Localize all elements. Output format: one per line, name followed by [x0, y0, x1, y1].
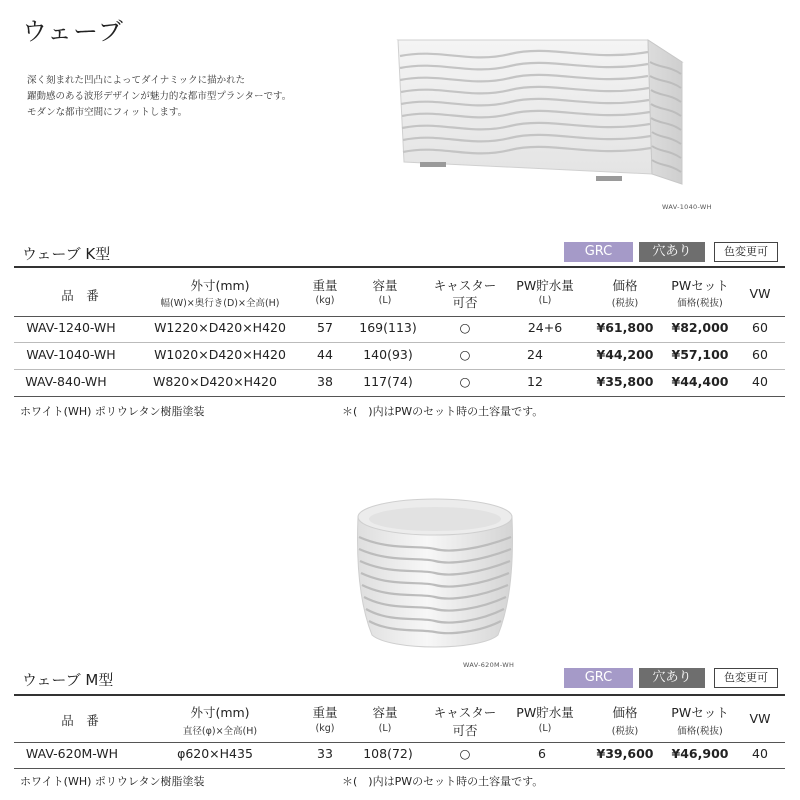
cell-price: ¥35,800	[596, 374, 654, 389]
section-title-m: ウェーブ M型	[22, 671, 114, 689]
cell-price: ¥44,200	[596, 347, 654, 362]
header-item: 品 番	[61, 288, 99, 303]
header-size-sub: 直径(φ)×全高(H)	[182, 726, 258, 737]
cell-pw: 24+6	[527, 320, 563, 335]
header-pw-sub: (L)	[538, 723, 552, 734]
header-size: 外寸(mm)	[190, 278, 250, 293]
material-badge: GRC	[564, 668, 633, 688]
header-pw: PW貯水量	[516, 705, 574, 720]
cell-item: WAV-840-WH	[25, 374, 107, 389]
material-badge: GRC	[564, 242, 633, 262]
header-pwset: PWセット	[671, 278, 729, 293]
cell-pw: 6	[538, 746, 546, 761]
cell-pwset: ¥44,400	[671, 374, 729, 389]
header-capacity-sub: (L)	[378, 723, 392, 734]
product-description	[27, 73, 291, 121]
cell-size: W1220×D420×H420	[154, 320, 286, 335]
finish-note: ホワイト(WH) ポリウレタン樹脂塗装	[20, 775, 205, 788]
table-top-rule	[14, 266, 785, 268]
cell-capacity: 117(74)	[363, 374, 413, 389]
cell-pw: 24	[527, 347, 543, 362]
header-weight: 重量	[312, 705, 338, 720]
hole-badge: 穴あり	[639, 242, 705, 262]
cell-item: WAV-1240-WH	[26, 320, 116, 335]
cell-vw: 60	[752, 320, 768, 335]
planter-k-photo	[390, 22, 690, 192]
header-price-sub: (税抜)	[611, 298, 639, 309]
header-price: 価格	[612, 278, 638, 293]
cell-size: φ620×H435	[177, 746, 253, 761]
cell-vw: 40	[752, 374, 768, 389]
cell-item: WAV-620M-WH	[25, 746, 119, 761]
cell-weight: 57	[317, 320, 333, 335]
row-divider	[14, 369, 785, 370]
header-weight-sub: (kg)	[315, 295, 335, 306]
cell-weight: 38	[317, 374, 333, 389]
description-line: 躍動感のある波形デザインが魅力的な都市型プランターです。	[27, 91, 292, 102]
row-divider	[14, 342, 785, 343]
photo-k-caption: WAV-1040-WH	[662, 203, 712, 211]
cell-caster: ○	[459, 320, 471, 335]
cell-pwset: ¥82,000	[671, 320, 729, 335]
cell-vw: 40	[752, 746, 768, 761]
header-vw: VW	[749, 711, 771, 726]
description-line: 深く刻まれた凹凸によってダイナミックに描かれた	[27, 75, 246, 86]
header-pwset-sub: 価格(税抜)	[677, 726, 723, 737]
cell-item: WAV-1040-WH	[26, 347, 116, 362]
cell-weight: 44	[317, 347, 333, 362]
photo-m-caption: WAV-620M-WH	[463, 661, 515, 669]
capacity-note: ＊( )内はPWのセット時の土容量です。	[342, 775, 544, 788]
cell-weight: 33	[317, 746, 333, 761]
page-title: ウェーブ	[22, 17, 124, 46]
capacity-note: ＊( )内はPWのセット時の土容量です。	[342, 405, 544, 418]
cell-price: ¥61,800	[596, 320, 654, 335]
cell-capacity: 169(113)	[359, 320, 417, 335]
table-top-rule	[14, 694, 785, 696]
table-header-rule	[14, 742, 785, 743]
cell-pwset: ¥46,900	[671, 746, 729, 761]
header-item: 品 番	[61, 713, 99, 728]
cell-price: ¥39,600	[596, 746, 654, 761]
cell-capacity: 140(93)	[363, 347, 413, 362]
section-title-k: ウェーブ K型	[22, 245, 111, 263]
table-bottom-rule	[14, 768, 785, 769]
cell-capacity: 108(72)	[363, 746, 413, 761]
cell-pw: 12	[527, 374, 543, 389]
header-capacity: 容量	[372, 278, 398, 293]
color-change-badge: 色変更可	[714, 242, 778, 262]
cell-vw: 60	[752, 347, 768, 362]
header-caster-sub: 可否	[452, 295, 478, 310]
planter-m-photo	[350, 495, 520, 655]
cell-caster: ○	[459, 746, 471, 761]
header-price: 価格	[612, 705, 638, 720]
header-size-sub: 幅(W)×奥行き(D)×全高(H)	[160, 298, 280, 309]
header-caster: キャスター	[433, 278, 497, 293]
color-change-badge: 色変更可	[714, 668, 778, 688]
header-capacity-sub: (L)	[378, 295, 392, 306]
hole-badge: 穴あり	[639, 668, 705, 688]
cell-pwset: ¥57,100	[671, 347, 729, 362]
cell-size: W820×D420×H420	[153, 374, 277, 389]
table-header-rule	[14, 316, 785, 317]
header-capacity: 容量	[372, 705, 398, 720]
finish-note: ホワイト(WH) ポリウレタン樹脂塗装	[20, 405, 205, 418]
header-pw: PW貯水量	[516, 278, 574, 293]
cell-caster: ○	[459, 347, 471, 362]
header-vw: VW	[749, 286, 771, 301]
header-pwset: PWセット	[671, 705, 729, 720]
header-pw-sub: (L)	[538, 295, 552, 306]
cell-caster: ○	[459, 374, 471, 389]
header-size: 外寸(mm)	[190, 705, 250, 720]
header-pwset-sub: 価格(税抜)	[677, 298, 723, 309]
cell-size: W1020×D420×H420	[154, 347, 286, 362]
header-price-sub: (税抜)	[611, 726, 639, 737]
header-caster-sub: 可否	[452, 723, 478, 738]
header-weight: 重量	[312, 278, 338, 293]
table-bottom-rule	[14, 396, 785, 397]
description-line: モダンな都市空間にフィットします。	[27, 107, 188, 118]
header-weight-sub: (kg)	[315, 723, 335, 734]
header-caster: キャスター	[433, 705, 497, 720]
